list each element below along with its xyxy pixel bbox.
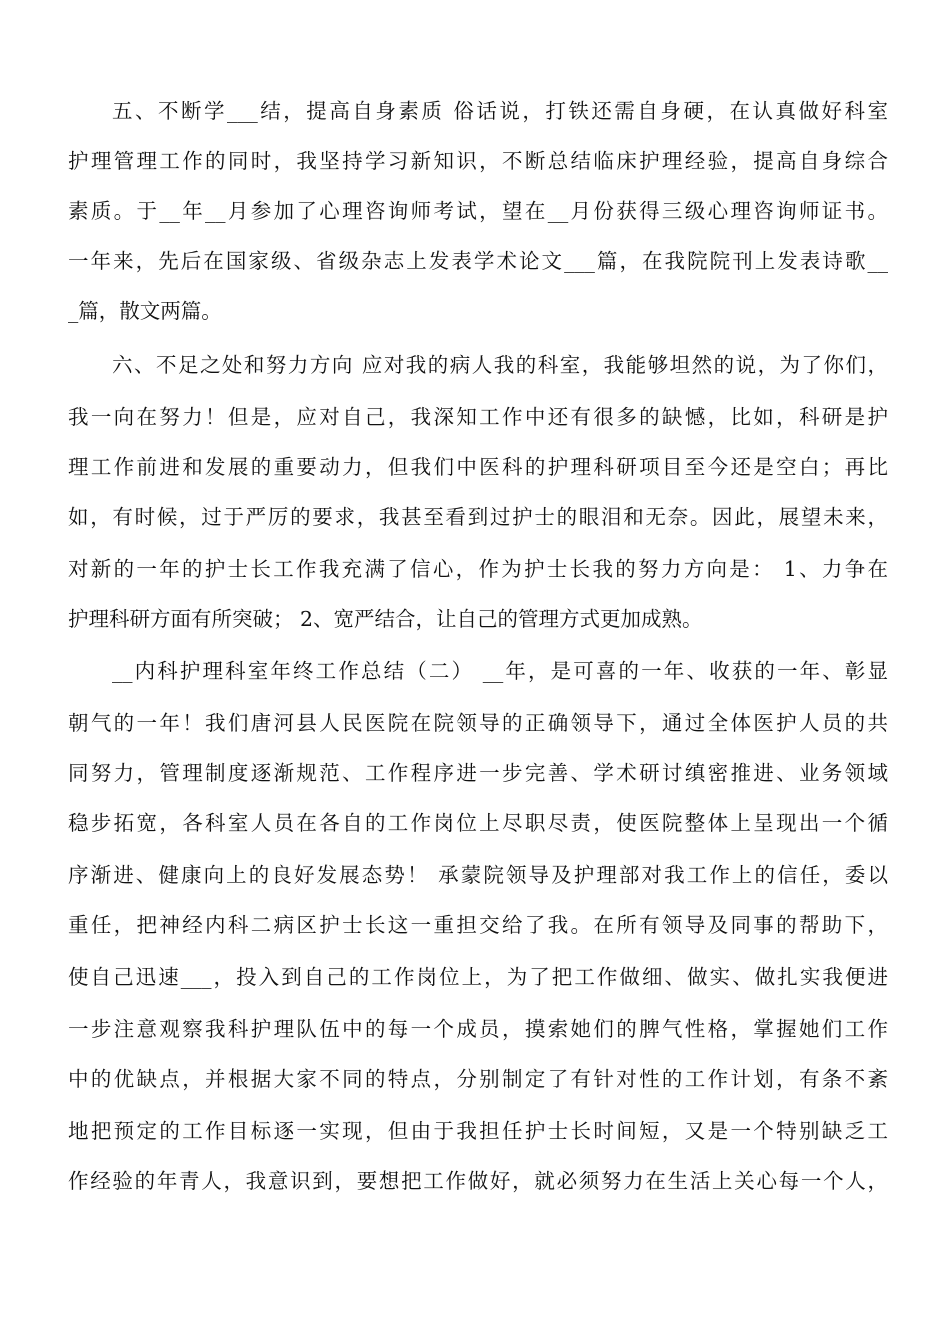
summary-line-11: 作经验的年青人，我意识到，要想把工作做好，就必须努力在生活上关心每一个人， [68,1169,888,1193]
summary-line-5: 序渐进、健康向上的良好发展态势！ 承蒙院领导及护理部对我工作上的信任，委以 [68,863,888,887]
paragraph-6-line-2: 我一向在努力！但是，应对自己，我深知工作中还有很多的缺憾，比如，科研是护 [68,405,888,429]
summary-line-3: 同努力，管理制度逐渐规范、工作程序进一步完善、学术研讨缜密推进、业务领域 [68,761,888,785]
paragraph-6-line-5: 对新的一年的护士长工作我充满了信心，作为护士长我的努力方向是： 1、力争在 [68,557,888,581]
paragraph-5-line-1: 五、不断学___结，提高自身素质 俗话说，打铁还需自身硬，在认真做好科室 [112,99,888,123]
summary-line-1: __内科护理科室年终工作总结（二） __年，是可喜的一年、收获的一年、彰显 [112,659,888,683]
paragraph-6-line-1: 六、不足之处和努力方向 应对我的病人我的科室，我能够坦然的说，为了你们， [112,353,888,377]
paragraph-6-line-4: 如，有时候，过于严厉的要求，我甚至看到过护士的眼泪和无奈。因此，展望未来， [68,505,888,529]
summary-line-9: 中的优缺点，并根据大家不同的特点，分别制定了有针对性的工作计划，有条不紊 [68,1067,888,1091]
paragraph-6-line-3: 理工作前进和发展的重要动力，但我们中医科的护理科研项目至今还是空白；再比 [68,455,888,479]
summary-line-2: 朝气的一年！我们唐河县人民医院在院领导的正确领导下，通过全体医护人员的共 [68,711,888,735]
paragraph-5-line-2: 护理管理工作的同时，我坚持学习新知识，不断总结临床护理经验，提高自身综合 [68,149,888,173]
summary-line-10: 地把预定的工作目标逐一实现，但由于我担任护士长时间短，又是一个特别缺乏工 [68,1119,888,1143]
summary-line-7: 使自己迅速___，投入到自己的工作岗位上，为了把工作做细、做实、做扎实我便进 [68,965,888,989]
paragraph-5-line-5: _篇，散文两篇。 [68,299,222,323]
summary-line-4: 稳步拓宽，各科室人员在各自的工作岗位上尽职尽责，使医院整体上呈现出一个循 [68,811,888,835]
paragraph-5-line-4: 一年来，先后在国家级、省级杂志上发表学术论文___篇，在我院院刊上发表诗歌__ [68,249,888,273]
summary-line-8: 一步注意观察我科护理队伍中的每一个成员，摸索她们的脾气性格，掌握她们工作 [68,1017,888,1041]
paragraph-6-line-6: 护理科研方面有所突破； 2、宽严结合，让自己的管理方式更加成熟。 [68,607,703,631]
paragraph-5-line-3: 素质。于__年__月参加了心理咨询师考试，望在__月份获得三级心理咨询师证书。 [68,199,888,223]
summary-line-6: 重任，把神经内科二病区护士长这一重担交给了我。在所有领导及同事的帮助下， [68,913,888,937]
